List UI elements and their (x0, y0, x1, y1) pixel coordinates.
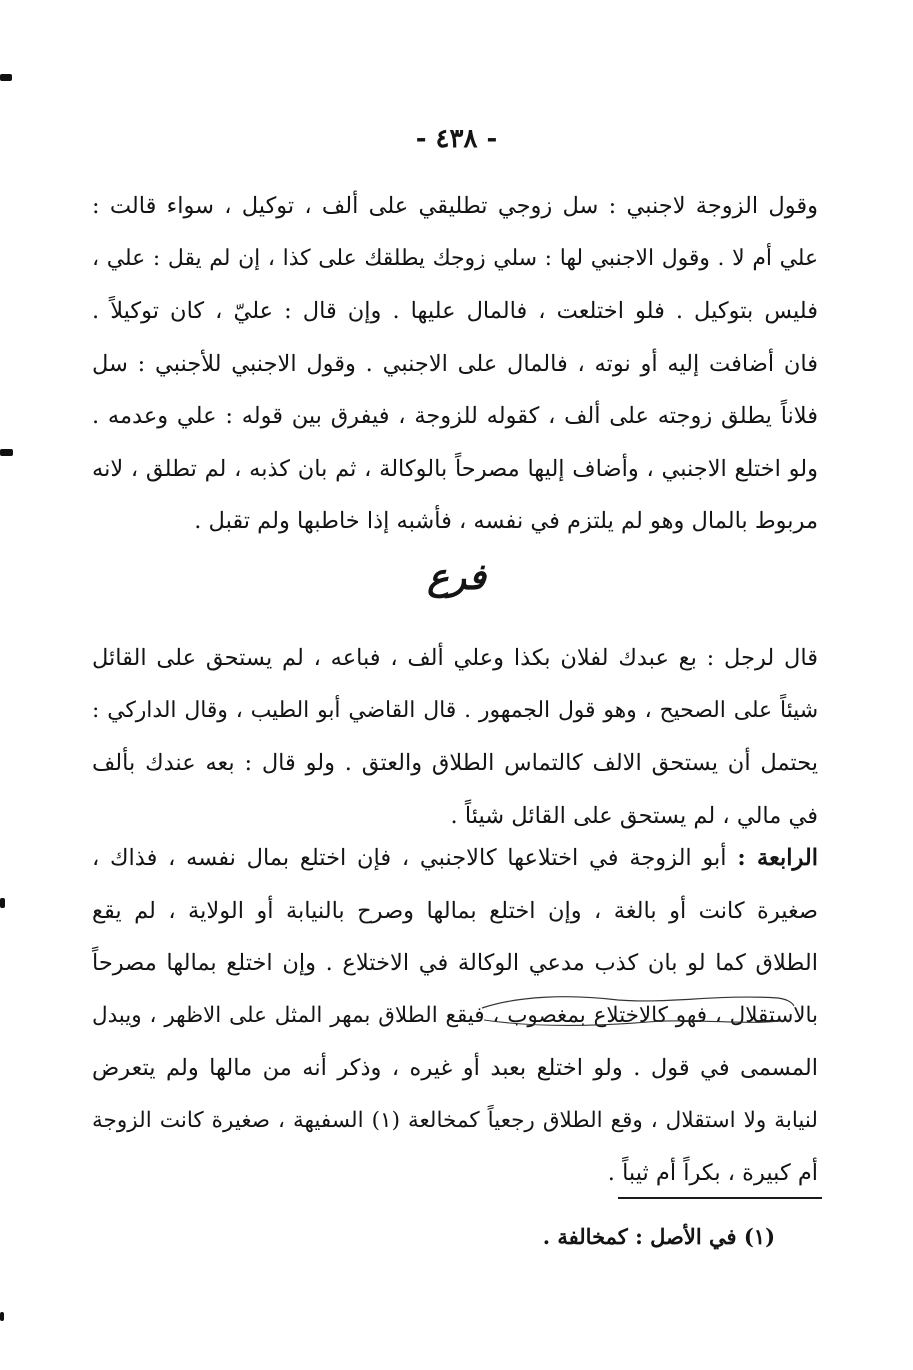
text-line: الطلاق كما لو بان كذب مدعي الوكالة في الاختلاع . وإن اختلع بمالها مصرحاً (92, 950, 818, 976)
text-line (92, 832, 818, 885)
text-line: يحتمل أن يستحق الالف كالتماس الطلاق والعتق . ولو قال : بعه عندك بألف (92, 750, 818, 776)
paragraph-2 (92, 632, 818, 842)
text-line: فان أضافت إليه أو نوته ، فالمال على الاجنبي . وقول الاجنبي للأجنبي : سل (92, 350, 818, 377)
section-term: الرابعة : (737, 845, 818, 871)
section-heading: فرع (427, 556, 486, 598)
text-line: ولو اختلع الاجنبي ، وأضاف إليها مصرحاً بالوكالة ، ثم بان كذبه ، لم تطلق ، لانه (92, 455, 818, 482)
margin-ink-mark (0, 898, 5, 908)
text-line: شيئاً على الصحيح ، وهو قول الجمهور . قال القاضي أبو الطيب ، وقال الداركي : (92, 697, 818, 723)
margin-ink-mark (0, 1312, 4, 1321)
text-line-rest: أبو الزوجة في اختلاعها كالاجنبي ، فإن اختلع بمال نفسه ، فذاك ، (92, 845, 738, 871)
paragraph-1 (92, 180, 818, 548)
text-line: مربوط بالمال وهو لم يلتزم في نفسه ، فأشبه إذا خاطبها ولم تقبل . (194, 508, 818, 534)
margin-ink-mark (0, 74, 12, 81)
footnote-divider (618, 1197, 822, 1199)
margin-ink-mark (0, 449, 13, 456)
text-line: أم كبيرة ، بكراً أم ثيباً . (607, 1160, 818, 1186)
text-line: صغيرة كانت أو بالغة ، وإن اختلع بمالها وصرح بالنيابة أو الولاية ، لم يقع (92, 897, 818, 924)
text-line: في مالي ، لم يستحق على القائل شيئاً . (450, 802, 818, 829)
footnote: (١) في الأصل : كمخالفة . (542, 1224, 775, 1249)
text-line: وقول الزوجة لاجنبي : سل زوجي تطليقي على ألف ، توكيل ، سواء قالت : (92, 193, 818, 219)
text-line: المسمى في قول . ولو اختلع بعبد أو غيره ، وذكر أنه من مالها ولم يتعرض (92, 1055, 818, 1081)
text-line: قال لرجل : بع عبدك لفلان بكذا وعلي ألف ، فباعه ، لم يستحق على القائل (92, 645, 818, 671)
text-line: فليس بتوكيل . فلو اختلعت ، فالمال عليها . وإن قال : عليّ ، كان توكيلاً . (92, 298, 818, 324)
pen-underline-mark (478, 990, 798, 1030)
text-line: علي أم لا . وقول الاجنبي لها : سلي زوجك يطلقك على كذا ، إن لم يقل : علي ، (92, 245, 818, 271)
text-line: فلاناً يطلق زوجته على ألف ، كقوله للزوجة ، فيفرق بين قوله : علي وعدمه . (92, 403, 818, 429)
page-number: - ٤٣٨ - (415, 124, 498, 154)
text-line: لنيابة ولا استقلال ، وقع الطلاق رجعياً كمخالعة (١) السفيهة ، صغيرة كانت الزوجة (92, 1107, 818, 1133)
text-line: بالاستقلال ، فهو كالاختلاع بمغصوب ، فيقع الطلاق بمهر المثل على الاظهر ، ويبدل (92, 1002, 818, 1028)
